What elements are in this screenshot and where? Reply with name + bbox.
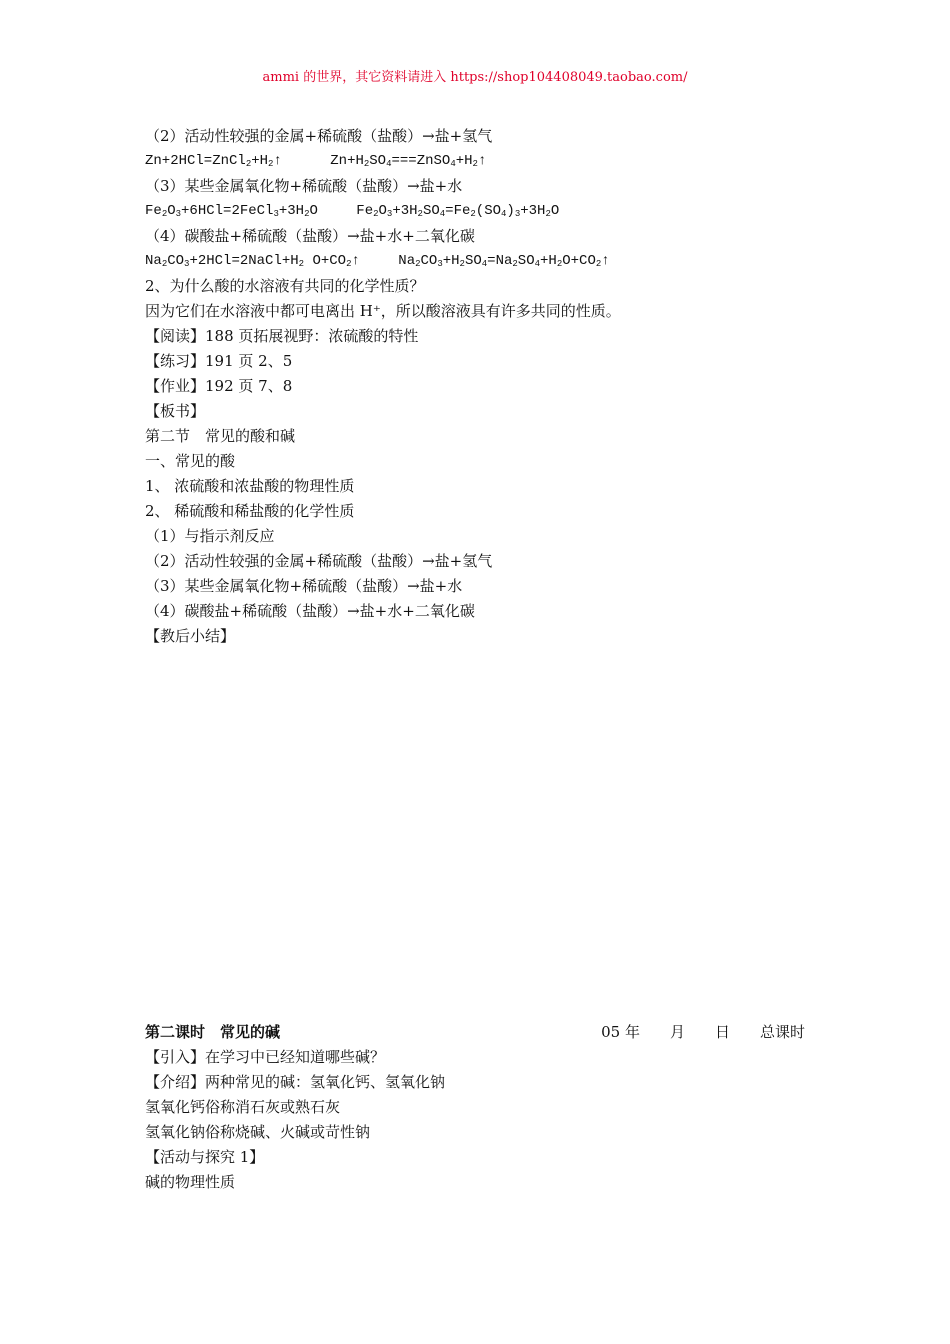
text-line: （3）某些金属氧化物+稀硫酸（盐酸）→盐+水 xyxy=(145,577,463,595)
lesson-date xyxy=(601,1020,805,1045)
text-line: 【阅读】188 页拓展视野：浓硫酸的特性 xyxy=(145,327,419,345)
total-lessons: 总课时 xyxy=(759,1023,805,1041)
text-line: 【介绍】两种常见的碱：氢氧化钙、氢氧化钠 xyxy=(145,1073,446,1091)
text-line: （1）与指示剂反应 xyxy=(145,527,275,545)
equation-line xyxy=(145,199,825,224)
text-line: 【引入】在学习中已经知道哪些碱？ xyxy=(145,1048,386,1066)
text-line: 氢氧化钙俗称消石灰或熟石灰 xyxy=(145,1098,341,1116)
text-line: 【作业】192 页 7、8 xyxy=(145,377,293,395)
part2 xyxy=(145,1020,805,1195)
eq-fe2o3-h2so4: $Fe_2O_3+3H_2SO_4=Fe_2(SO_4)_3+3H_2O$ xyxy=(356,203,560,219)
text-line: 【活动与探究 1】 xyxy=(145,1148,265,1166)
text-line: 【板书】 xyxy=(145,402,206,420)
text-line: 因为它们在水溶液中都可电离出 H⁺，所以酸溶液具有许多共同的性质。 xyxy=(145,302,621,320)
text-line: 一、常见的酸 xyxy=(145,452,236,470)
eq-na2co3-h2so4: $Na_2CO_3+H_2SO_4=Na_2SO_4+H_2O+CO_2↑$ xyxy=(398,253,610,269)
eq-na2co3-hcl: $Na_2CO_3+2HCl=2NaCl+H_2$ $O+CO_2↑$ xyxy=(145,253,360,269)
eq-zn-hcl: $Zn+2HCl=ZnCl_2+H_2↑$ xyxy=(145,153,282,169)
text-line: （2）活动性较强的金属+稀硫酸（盐酸）→盐+氢气 xyxy=(145,552,493,570)
date-day: 日 xyxy=(714,1023,730,1041)
eq-fe2o3-hcl: $Fe_2O_3+6HCl=2FeCl_3+3H_2O$ xyxy=(145,203,318,219)
part1 xyxy=(145,124,825,649)
eq-zn-h2so4: $Zn+H_2SO_4===ZnSO_4+H_2↑$ xyxy=(330,153,487,169)
text-line: 2、为什么酸的水溶液有共同的化学性质？ xyxy=(145,277,425,295)
text-line: 碱的物理性质 xyxy=(145,1173,236,1191)
text-line: 2、 稀硫酸和稀盐酸的化学性质 xyxy=(145,502,355,520)
text-line: （4）碳酸盐+稀硫酸（盐酸）→盐+水+二氧化碳 xyxy=(145,227,475,245)
lesson-title: 第二课时 常见的碱 xyxy=(145,1023,281,1041)
lesson-title-row xyxy=(145,1020,805,1045)
date-month: 月 xyxy=(669,1023,685,1041)
date-year: 05 年 xyxy=(601,1023,640,1041)
page-header: ammi 的世界，其它资料请进入 https://shop104408049.taobao.com/ xyxy=(262,70,688,85)
text-line: （4）碳酸盐+稀硫酸（盐酸）→盐+水+二氧化碳 xyxy=(145,602,475,620)
equation-line xyxy=(145,249,825,274)
text-line: （3）某些金属氧化物+稀硫酸（盐酸）→盐+水 xyxy=(145,177,463,195)
text-line: 【练习】191 页 2、5 xyxy=(145,352,293,370)
text-line: （2）活动性较强的金属+稀硫酸（盐酸）→盐+氢气 xyxy=(145,127,493,145)
text-line: 第二节 常见的酸和碱 xyxy=(145,427,296,445)
text-line: 氢氧化钠俗称烧碱、火碱或苛性钠 xyxy=(145,1123,371,1141)
text-line: 1、 浓硫酸和浓盐酸的物理性质 xyxy=(145,477,355,495)
equation-line xyxy=(145,149,825,174)
text-line: 【教后小结】 xyxy=(145,627,236,645)
